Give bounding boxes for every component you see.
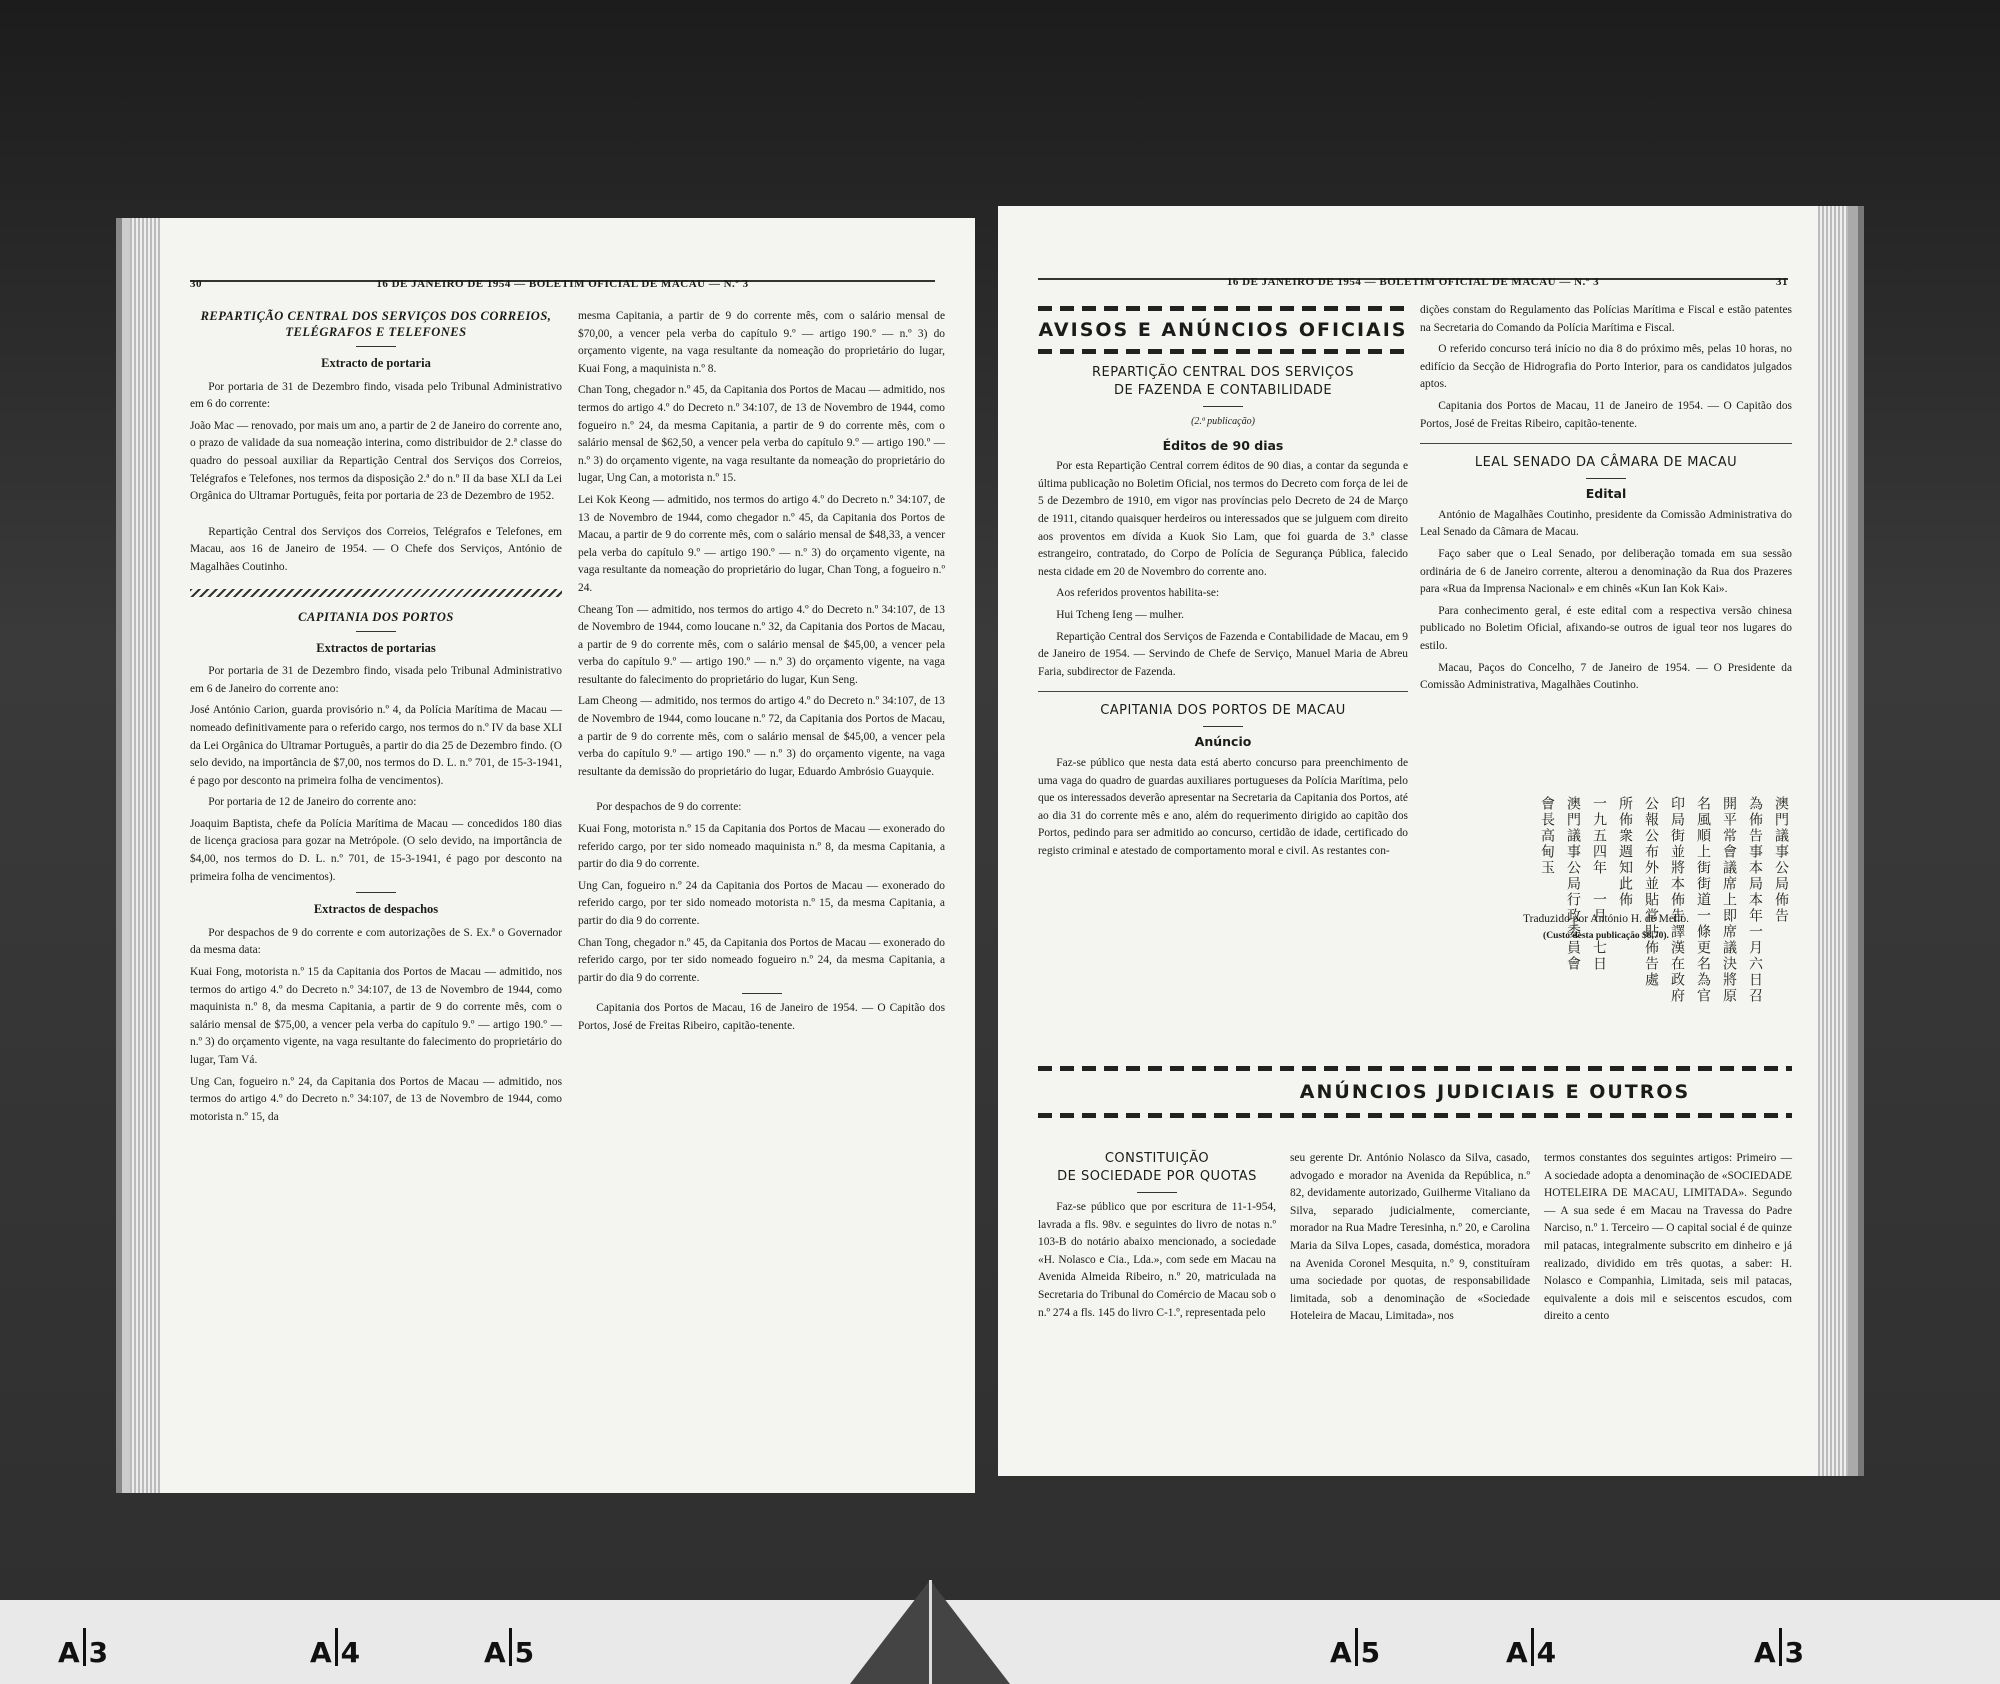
right-page bbox=[998, 206, 1848, 1476]
section-subtitle: Extracto de portaria bbox=[321, 356, 431, 370]
chinese-column: 開平常會議席上即席議決將原 bbox=[1721, 796, 1737, 1004]
running-head bbox=[190, 278, 935, 290]
publication-note: (2.ª publicação) bbox=[1191, 416, 1255, 427]
section-title: LEAL SENADO DA CÂMARA DE MACAU bbox=[1474, 455, 1738, 471]
paragraph: João Mac — renovado, por mais um ano, a partir de 2 de Janeiro do corrente ano, o prazo de validade da sua nomeação interina, como distribuidor de 2.ª classe do quadro do pessoal auxiliar da Repartição Central dos Serviços dos Correios, Telégrafos e Telefones, nos termos da disposição 2.ª do n.º II da base XLI da Lei Orgânica do Ultramar Português, feita por portaria de 23 de Dezembro de 1952. bbox=[190, 419, 562, 503]
section-title: CAPITANIA DOS PORTOS DE MACAU bbox=[1100, 703, 1346, 719]
film-mark: A 3 bbox=[58, 1628, 108, 1669]
paragraph: José António Carion, guarda provisório n.º 4, da Polícia Marítima de Macau — nomeado definitivamente para o referido cargo, nos termos do n.º IV da base XLI da Lei Orgânica do Ultramar Português, a partir do dia 25 de Dezembro findo. (O selo devido, na importância de $7,00, nos termos do D. L. n.º 701, de 15-3-1941, é pago por desconto na primeira folha de vencimentos). bbox=[190, 704, 562, 787]
paragraph: mesma Capitania, a partir de 9 do corrente mês, com o salário mensal de $70,00, a vencer pela verba do capítulo 9.º — artigo 190.º — n.º 3) do orçamento vigente, na vaga resultante da nomeação do proprietário do lugar, Kuai Fong, a maquinista n.º 8. bbox=[578, 310, 945, 375]
section-subtitle: Edital bbox=[1585, 486, 1627, 502]
left-column-1 bbox=[190, 308, 562, 1130]
paragraph: Capitania dos Portos de Macau, 11 de Janeiro de 1954. — O Capitão dos Portos, José de Freitas Ribeiro, capitão-tenente. bbox=[1420, 399, 1792, 430]
paragraph: Faz-se público que por escritura de 11-1-954, lavrada a fls. 98v. e seguintes do livro de notas n.º 103-B do notário abaixo mencionado, a sociedade «H. Nolasco e Cia., Lda.», com sede em Macau na Avenida Almeida Ribeiro, n.º 20, matriculada na Secretaria do Tribunal do Comércio de Macau sob o n.º 274 a fls. 145 do livro C-1.º, representada pelo bbox=[1038, 1201, 1276, 1319]
paragraph: António de Magalhães Coutinho, presidente da Comissão Administrativa do Leal Senado da Câmara de Macau. bbox=[1420, 508, 1792, 539]
paragraph: Aos referidos proventos habilita-se: bbox=[1056, 587, 1220, 600]
paragraph: Faço saber que o Leal Senado, por deliberação tomada em sua sessão ordinária de 6 de Janeiro corrente, alterou a denominação da Rua dos Prazeres para «Rua da Imprensa Nacional» e em chinês «Kun Ian Kok Kai». bbox=[1420, 547, 1792, 596]
section-heading: ANÚNCIOS JUDICIAIS E OUTROS bbox=[1299, 1081, 1691, 1103]
section-title: REPARTIÇÃO CENTRAL DOS SERVIÇOS bbox=[1091, 365, 1355, 380]
divider bbox=[1203, 726, 1243, 727]
section-title: CAPITANIA DOS PORTOS bbox=[298, 609, 454, 624]
chinese-column: 為佈告事本局本年一月六日召 bbox=[1747, 796, 1763, 1004]
bottom-column-2 bbox=[1290, 1150, 1530, 1330]
film-mark: A 3 bbox=[1754, 1628, 1804, 1669]
divider bbox=[1420, 443, 1792, 444]
paragraph: Kuai Fong, motorista n.º 15 da Capitania dos Portos de Macau — exonerado do referido cargo, por ter sido nomeado maquinista n.º 8, da mesma Capitania, a partir do dia 9 do corrente. bbox=[578, 823, 945, 871]
paragraph: Cheang Ton — admitido, nos termos do artigo 4.º do Decreto n.º 34:107, de 13 de Novembro de 1944, como loucane n.º 32, da Capitania dos Portos de Macau, a partir de 9 do corrente mês, com o salário mensal de $45,00, a vencer pela verba do capítulo 9.º — artigo 190.º — n.º 3) do orçamento vigente, na vaga resultante do falecimento do proprietário do lugar, Kun Seng. bbox=[578, 603, 945, 686]
chinese-edict bbox=[1428, 796, 1790, 1006]
running-head-text: 16 DE JANEIRO DE 1954 — BOLETIM OFICIAL DE MACAU — N.º 3 bbox=[1226, 276, 1600, 288]
paragraph: Faz-se público que nesta data está aberto concurso para preenchimento de uma vaga do quadro de guardas auxiliares portugueses da Polícia Marítima, pelo que os interessados deverão apresentar na Secretaria da Capitania dos Portos, até ao dia 31 do corrente mês e ano, além do requerimento dirigido ao capitão dos Portos, pedindo para ser admitido ao concurso, certidão de idade, certificado do registo criminal e atestado de comportamento moral e civil. As restantes con- bbox=[1038, 756, 1408, 857]
divider bbox=[1203, 406, 1243, 407]
chinese-column: 所佈衆週知此佈 bbox=[1617, 796, 1633, 908]
section-title: DE FAZENDA E CONTABILIDADE bbox=[1113, 383, 1333, 398]
page-edge bbox=[1818, 206, 1848, 1476]
page-number: 31 bbox=[1776, 276, 1788, 288]
divider bbox=[742, 993, 782, 994]
running-head bbox=[1038, 276, 1788, 288]
chinese-column: 澳門議事公局佈告 bbox=[1773, 796, 1789, 924]
film-mark: A 5 bbox=[1330, 1628, 1380, 1669]
divider bbox=[356, 346, 396, 347]
paragraph: Chan Tong, chegador n.º 45, da Capitania dos Portos de Macau — admitido, nos termos do artigo 4.º do Decreto n.º 34:107, de 13 de Novembro de 1944, como fogueiro n.º 24, da mesma Capitania, a partir de 9 do corrente mês, com o salário mensal de $62,50, a vencer pela verba do capítulo 9.º — artigo 190.º — n.º 3) do orçamento vigente, na vaga resultante da nomeação do proprietário do lugar, Ung Can, a motorista n.º 15. bbox=[578, 384, 945, 485]
chinese-column: 一九五四年 一月 七日 bbox=[1591, 796, 1607, 972]
paragraph: Repartição Central dos Serviços de Fazenda e Contabilidade de Macau, em 9 de Janeiro de 1954. — Servindo de Chefe de Serviço, Manuel Maria de Abreu Faria, subdirector de Fazenda. bbox=[1038, 630, 1408, 678]
film-mark: A 5 bbox=[484, 1628, 534, 1669]
paragraph: Ung Can, fogueiro n.º 24, da Capitania dos Portos de Macau — admitido, nos termos do artigo 4.º do Decreto n.º 34:107, de 13 de Novembro de 1944, como motorista n.º 15, da bbox=[190, 1075, 562, 1123]
paragraph: O referido concurso terá início no dia 8 do próximo mês, pelas 10 horas, no edifício da Secção de Hidrografia do Porto Interior, para os candidatos julgados aptos. bbox=[1420, 343, 1792, 391]
paragraph: termos constantes dos seguintes artigos: Primeiro — A sociedade adopta a denominação de «SOCIEDADE HOTELEIRA DE MACAU, LIMITADA». Segundo — A sua sede é em Macau na Travessa do Padre Narciso, n.º 1. Terceiro — O capital social é de quinze mil patacas, integralmente subscrito em dinheiro e já realizado, dividido em três quotas, a saber: H. Nolasco e Companhia, Limitada, seis mil patacas, equivalente a dois mil e seiscentos escudos, com direito a cento bbox=[1544, 1152, 1792, 1323]
paragraph: Por despachos de 9 do corrente e com autorizações de S. Ex.ª o Governador da mesma data: bbox=[190, 926, 562, 957]
paragraph: Por portaria de 12 de Janeiro do corrente ano: bbox=[208, 796, 417, 809]
section-subtitle: Anúncio bbox=[1194, 734, 1252, 750]
paragraph: Por despachos de 9 do corrente: bbox=[596, 801, 742, 814]
paragraph: Por portaria de 31 de Dezembro findo, visada pelo Tribunal Administrativo em 6 do corrente: bbox=[190, 380, 562, 411]
section-title: CONSTITUIÇÃO bbox=[1104, 1151, 1210, 1166]
section-subtitle: Éditos de 90 dias bbox=[1162, 437, 1284, 453]
paragraph: Chan Tong, chegador n.º 45, da Capitania dos Portos de Macau — exonerado do referido cargo, por ter sido nomeado fogueiro n.º 24, da mesma Capitania, a partir do dia 9 do corrente. bbox=[578, 936, 945, 984]
divider bbox=[1038, 691, 1408, 692]
paragraph: Macau, Paços do Concelho, 7 de Janeiro de 1954. — O Presidente da Comissão Administrativa, Magalhães Coutinho. bbox=[1420, 661, 1792, 692]
dashed-rule bbox=[1038, 1113, 1792, 1118]
paragraph: Ung Can, fogueiro n.º 24 da Capitania dos Portos de Macau — exonerado do referido cargo, por ter sido nomeado motorista n.º 15, da mesma Capitania, a partir do dia 9 do corrente. bbox=[578, 879, 945, 927]
cost-note: (Custo desta publicação $8,70). bbox=[1543, 931, 1669, 942]
left-column-2 bbox=[578, 308, 945, 1040]
paragraph: Lei Kok Keong — admitido, nos termos do artigo 4.º do Decreto n.º 34:107, de 13 de Novembro de 1944, como chegador n.º 45, da Capitania dos Portos de Macau, a partir de 9 do corrente mês, com o salário mensal de $48,33, a vencer pela verba do capítulo 9.º — artigo 190.º — n.º 3) do orçamento vigente, na vaga resultante da nomeação do proprietário do lugar, Chan Tong, a fogueiro n.º 24. bbox=[578, 493, 945, 594]
right-column-1 bbox=[1038, 302, 1408, 864]
bottom-column-3 bbox=[1544, 1150, 1792, 1330]
paragraph: Lam Cheong — admitido, nos termos do artigo 4.º do Decreto n.º 34:107, de 13 de Novembro de 1944, como loucane n.º 72, da Capitania dos Portos de Macau, a partir de 9 do corrente mês, com o salário mensal de $45,00, a vencer pela verba do capítulo 9.º — artigo 190.º — n.º 3) do orçamento vigente, na vaga resultante da demissão do proprietário do lugar, Eduardo Ambrósio Guayquie. bbox=[578, 695, 945, 778]
section-heading: AVISOS E ANÚNCIOS OFICIAIS bbox=[1038, 319, 1408, 341]
film-mark: A 4 bbox=[310, 1628, 360, 1669]
section-title: REPARTIÇÃO CENTRAL DOS SERVIÇOS DOS CORREIOS, TELÉGRAFOS E TELEFONES bbox=[200, 309, 552, 339]
translator-credit: Traduzido por António H. de Mello. bbox=[1523, 912, 1689, 925]
paragraph: Capitania dos Portos de Macau, 16 de Janeiro de 1954. — O Capitão dos Portos, José de Freitas Ribeiro, capitão-tenente. bbox=[578, 1002, 945, 1032]
judicial-header bbox=[1038, 1062, 1792, 1122]
paragraph: Hui Tcheng Ieng — mulher. bbox=[1056, 608, 1184, 621]
chinese-column: 印局街並將本佈告譯漢在政府 bbox=[1669, 796, 1685, 1004]
running-head-text: 16 DE JANEIRO DE 1954 — BOLETIM OFICIAL DE MACAU — N.º 3 bbox=[376, 278, 749, 290]
chinese-column: 公報公布外並貼常貼佈告處 bbox=[1643, 796, 1659, 988]
bottom-column-1 bbox=[1038, 1150, 1276, 1326]
section-title: DE SOCIEDADE POR QUOTAS bbox=[1057, 1169, 1257, 1184]
page-number: 30 bbox=[190, 278, 202, 290]
divider bbox=[356, 631, 396, 632]
dashed-rule bbox=[1038, 349, 1408, 354]
ornamental-rule bbox=[190, 589, 562, 597]
dashed-rule bbox=[1038, 1066, 1792, 1071]
paragraph: seu gerente Dr. António Nolasco da Silva, casado, advogado e morador na Avenida da República, n.º 82, devidamente autorizado, Guilherme Vitaliano da Silva, separado judicialmente, comerciante, morador na Rua Madre Teresinha, n.º 20, e Carolina Maria da Silva Lopes, casada, doméstica, moradora na Avenida Coronel Mesquita, n.º 9, constituíram uma sociedade por quotas, de responsabilidade limitada, sob a denominação de «Sociedade Hoteleira de Macau, Limitada», nos bbox=[1290, 1152, 1530, 1323]
left-page bbox=[130, 218, 975, 1493]
divider bbox=[1137, 1192, 1177, 1193]
chinese-column: 會長高甸玉 bbox=[1539, 796, 1555, 876]
paragraph: Kuai Fong, motorista n.º 15 da Capitania dos Portos de Macau — admitido, nos termos do artigo 4.º do Decreto n.º 34:107, de 13 de Novembro de 1944, como maquinista n.º 8, da mesma Capitania, a partir de 9 do corrente mês, com o salário mensal de $75,00, a vencer pela verba do capítulo 9.º — artigo 190.º — n.º 3) do orçamento vigente, na vaga resultante do falecimento do proprietário do lugar, Tam Vá. bbox=[190, 966, 562, 1066]
paragraph: Repartição Central dos Serviços dos Correios, Telégrafos e Telefones, em Macau, aos 16 de Janeiro de 1954. — O Chefe dos Serviços, António de Magalhães Coutinho. bbox=[190, 525, 562, 573]
dashed-rule bbox=[1038, 306, 1408, 311]
paragraph: Por portaria de 31 de Dezembro findo, visada pelo Tribunal Administrativo em 6 de Janeiro do corrente ano: bbox=[190, 665, 562, 695]
paragraph: Joaquim Baptista, chefe da Polícia Marítima de Macau — concedidos 180 dias de licença graciosa para gozar na Metrópole. (O selo devido, na importância de $4,00, nos termos do D. L. n.º 701, de 15-3-1941, é pago por desconto na primeira folha de vencimentos). bbox=[190, 817, 562, 883]
center-line bbox=[929, 1580, 932, 1684]
divider bbox=[1586, 478, 1626, 479]
chinese-column: 澳門議事公局行政委員會 bbox=[1565, 796, 1581, 972]
paragraph: dições constam do Regulamento das Polícias Marítima e Fiscal e estão patentes na Secretaria do Comando da Polícia Marítima e Fiscal. bbox=[1420, 304, 1792, 334]
page-edge bbox=[130, 218, 160, 1493]
section-subtitle: Extractos de portarias bbox=[316, 640, 436, 655]
paragraph: Para conhecimento geral, é este edital com a respectiva versão chinesa publicado no Boletim Oficial, afixando-se outros de igual teor nos lugares do estilo. bbox=[1420, 604, 1792, 652]
section-subtitle: Extractos de despachos bbox=[313, 902, 439, 917]
film-mark: A 4 bbox=[1506, 1628, 1556, 1669]
divider bbox=[356, 892, 396, 893]
chinese-column: 名風順上街街道一條更名為官 bbox=[1695, 796, 1711, 1004]
paragraph: Por esta Repartição Central correm éditos de 90 dias, a contar da segunda e última publicação no Boletim Oficial, nos termos do Decreto com força de lei de 5 de Dezembro de 1910, em vigor nas províncias pelo Decreto de 24 de Março de 1911, citando quaisquer herdeiros ou interessados que se julguem com direito aos proventos em dívida a Kuok Sio Lam, que foi guarda de 3.ª classe estrangeiro, contratado, do Corpo de Polícia de Segurança Pública, falecido nesta cidade em 20 de Novembro do corrente ano. bbox=[1038, 460, 1408, 578]
